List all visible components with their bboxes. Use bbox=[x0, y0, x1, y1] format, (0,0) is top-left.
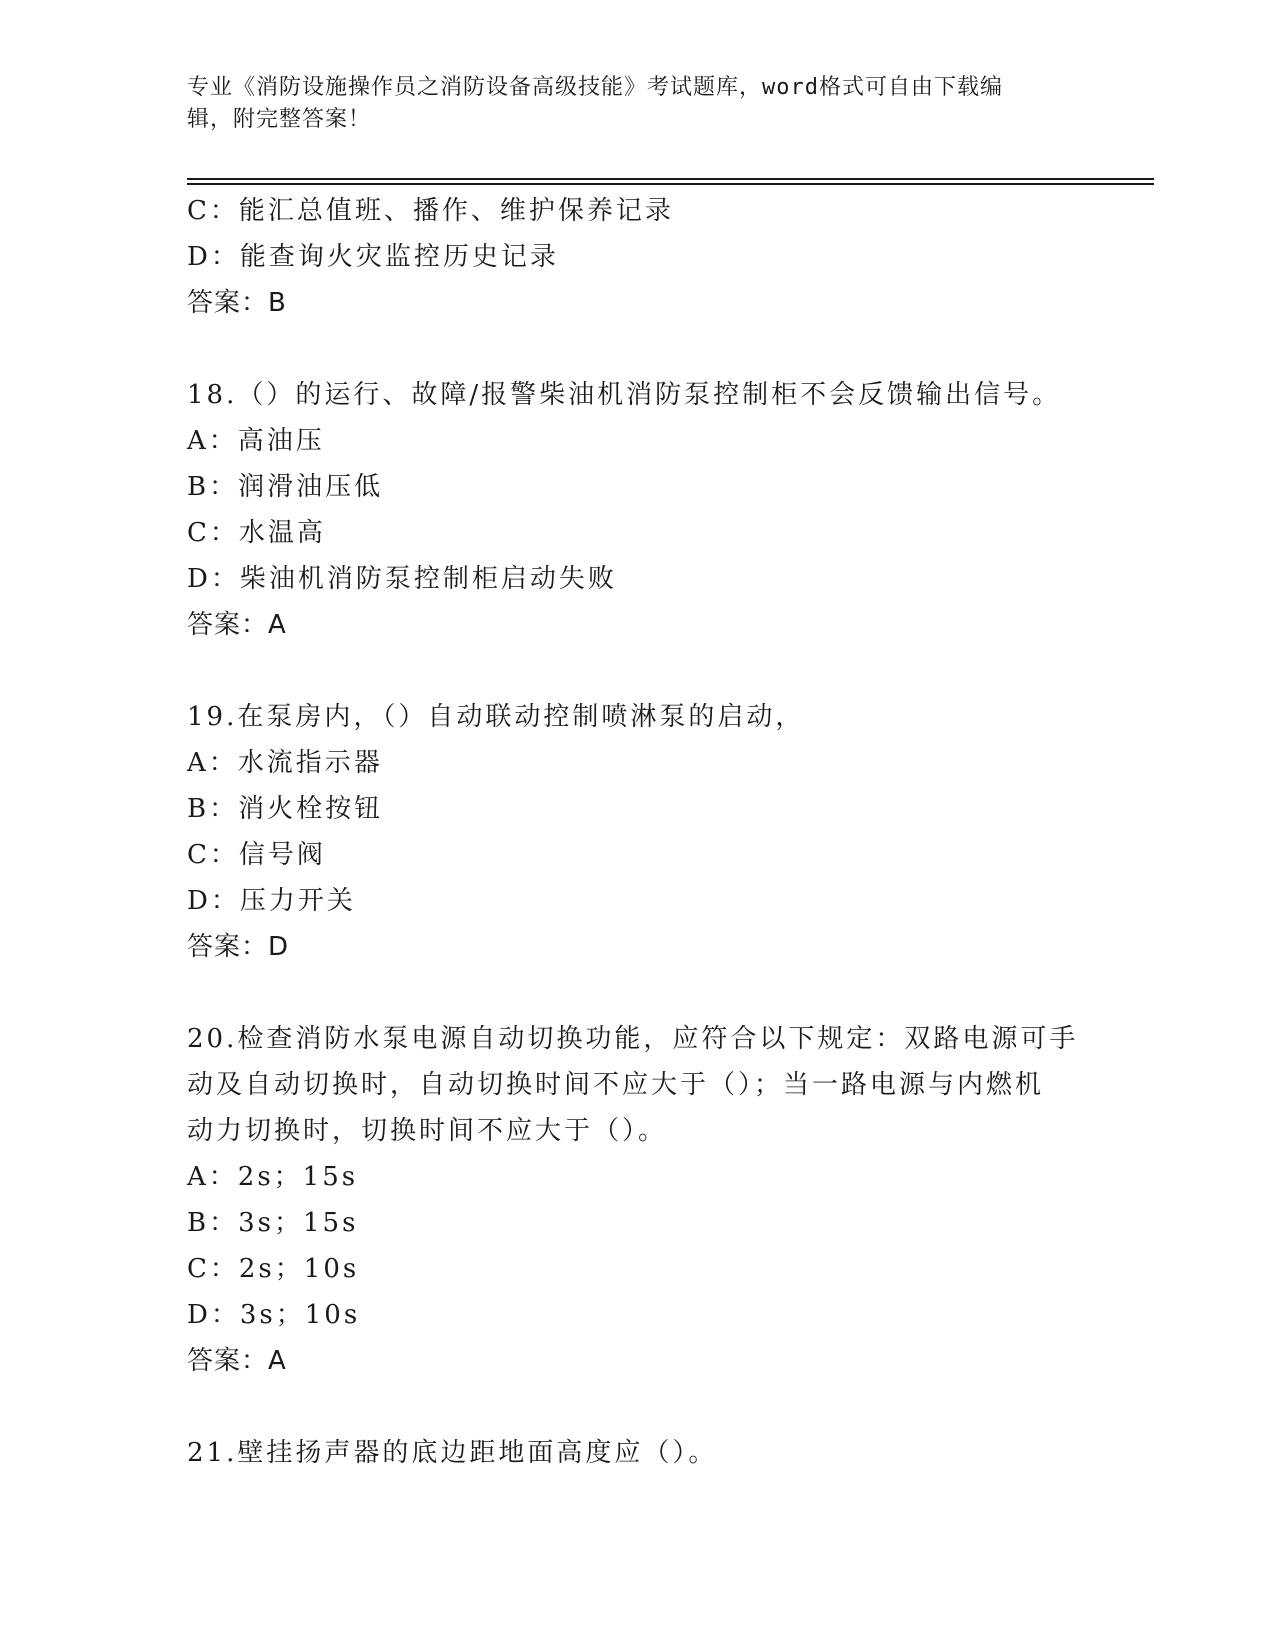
option-b: B：消火栓按钮 bbox=[187, 794, 384, 824]
question-19 bbox=[187, 694, 1087, 970]
answer-label: 答案：A bbox=[187, 1346, 287, 1376]
option-c: C：信号阀 bbox=[187, 840, 326, 870]
question-17-tail bbox=[187, 188, 1087, 326]
answer-label: 答案：A bbox=[187, 610, 287, 640]
question-21 bbox=[187, 1430, 1087, 1476]
question-text-line-1: 20.检查消防水泵电源自动切换功能，应符合以下规定：双路电源可手 bbox=[187, 1024, 1079, 1054]
option-d: D：能查询火灾监控历史记录 bbox=[187, 242, 559, 272]
header-line-1: 专业《消防设施操作员之消防设备高级技能》考试题库，word格式可自由下载编 bbox=[187, 75, 1003, 100]
question-18 bbox=[187, 372, 1087, 648]
question-text-line-3: 动力切换时，切换时间不应大于（）。 bbox=[187, 1116, 668, 1146]
question-text: 19.在泵房内，（）自动联动控制喷淋泵的启动， bbox=[187, 702, 805, 732]
option-b: B：3s；15s bbox=[187, 1208, 359, 1238]
question-20 bbox=[187, 1016, 1087, 1384]
question-text: 21.壁挂扬声器的底边距地面高度应（）。 bbox=[187, 1438, 718, 1468]
option-c: C：能汇总值班、播作、维护保养记录 bbox=[187, 196, 674, 226]
header-divider-top bbox=[187, 178, 1154, 180]
option-b: B：润滑油压低 bbox=[187, 472, 384, 502]
spacer bbox=[187, 970, 1087, 1016]
answer-label: 答案：B bbox=[187, 288, 287, 318]
spacer bbox=[187, 326, 1087, 372]
option-d: D：柴油机消防泵控制柜启动失败 bbox=[187, 564, 617, 594]
answer-label: 答案：D bbox=[187, 932, 290, 962]
option-c: C：水温高 bbox=[187, 518, 326, 548]
spacer bbox=[187, 648, 1087, 694]
header-line-2: 辑，附完整答案！ bbox=[187, 107, 372, 132]
option-a: A：高油压 bbox=[187, 426, 325, 456]
spacer bbox=[187, 1384, 1087, 1430]
option-c: C：2s；10s bbox=[187, 1254, 360, 1284]
option-d: D：3s；10s bbox=[187, 1300, 361, 1330]
question-text-line-2: 动及自动切换时，自动切换时间不应大于（）；当一路电源与内燃机 bbox=[187, 1070, 1045, 1100]
option-d: D：压力开关 bbox=[187, 886, 356, 916]
document-header bbox=[187, 72, 1067, 136]
header-divider-bottom bbox=[187, 183, 1154, 185]
question-list bbox=[187, 188, 1087, 1476]
question-text: 18.（）的运行、故障/报警柴油机消防泵控制柜不会反馈输出信号。 bbox=[187, 380, 1062, 410]
option-a: A：2s；15s bbox=[187, 1162, 359, 1192]
option-a: A：水流指示器 bbox=[187, 748, 383, 778]
